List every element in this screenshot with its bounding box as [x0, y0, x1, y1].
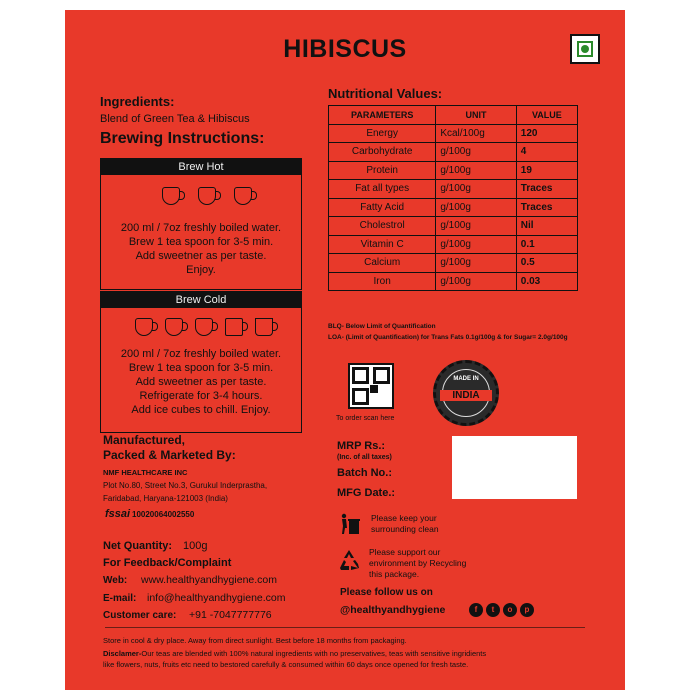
feedback-heading: For Feedback/Complaint	[103, 557, 232, 569]
clean-line: Please keep your	[371, 513, 437, 523]
unit-cell: g/100g	[436, 254, 516, 273]
disclaimer-label: Disclamer-	[103, 649, 142, 658]
disclaimer-text: Our teas are blended with 100% natural ingredients with no preservatives, teas with sensitive ingridients	[141, 649, 487, 658]
recycle-line: environment by Recycling	[369, 558, 467, 568]
company-name: NMF HEALTHCARE INC	[103, 468, 188, 477]
unit-cell: g/100g	[436, 198, 516, 217]
glass-icon	[255, 318, 273, 336]
brew-hot-box	[100, 158, 302, 290]
brew-cold-box	[100, 291, 302, 433]
qr-caption: To order scan here	[336, 415, 395, 422]
brew-hot-label: Brew Hot	[101, 159, 301, 175]
email-link[interactable]: info@healthyandhygiene.com	[147, 592, 286, 604]
brew-hot-line: Add sweetner as per taste.	[135, 250, 267, 262]
param-cell: Carbohydrate	[329, 143, 436, 162]
tea-cup-icon	[198, 187, 216, 205]
seal-top-text: MADE IN	[453, 376, 479, 382]
social-handle[interactable]: @healthyandhygiene	[340, 604, 446, 616]
clean-line: surrounding clean	[371, 524, 439, 534]
value-cell: 0.5	[516, 254, 577, 273]
value-cell: Nil	[516, 217, 577, 236]
value-cell: Traces	[516, 180, 577, 199]
value-cell: 19	[516, 161, 577, 180]
customer-care-phone[interactable]: +91 -7047777776	[189, 609, 272, 621]
made-in-india-seal	[433, 360, 499, 426]
mrp-sub: (Inc. of all taxes)	[337, 454, 392, 461]
fssai-number: 10020064002550	[132, 510, 195, 519]
value-cell: 0.03	[516, 272, 577, 291]
seal-main-text: INDIA	[440, 390, 492, 401]
product-label-panel	[65, 10, 625, 690]
nutrition-note-blq: BLQ- Below Limit of Quantification	[328, 323, 436, 330]
unit-cell: g/100g	[436, 143, 516, 162]
tea-cup-icon	[195, 318, 213, 336]
product-title: HIBISCUS	[283, 35, 407, 63]
brewing-heading: Brewing Instructions:	[100, 130, 265, 147]
table-row	[329, 254, 578, 273]
param-cell: Calcium	[329, 254, 436, 273]
param-cell: Iron	[329, 272, 436, 291]
nutrition-table	[328, 105, 578, 291]
batch-label: Batch No.:	[337, 467, 392, 479]
disclaimer-line	[103, 649, 603, 658]
brew-cold-label: Brew Cold	[101, 292, 301, 308]
param-cell: Cholestrol	[329, 217, 436, 236]
table-row	[329, 198, 578, 217]
brew-hot-line: 200 ml / 7oz freshly boiled water.	[120, 222, 282, 234]
follow-label: Please follow us on	[340, 587, 433, 598]
email-label: E-mail:	[103, 593, 137, 604]
table-row	[329, 180, 578, 199]
value-cell: Traces	[516, 198, 577, 217]
manufactured-heading: Manufactured,	[103, 433, 186, 447]
unit-cell: g/100g	[436, 235, 516, 254]
customer-care-label: Customer care:	[103, 610, 177, 621]
table-row	[329, 217, 578, 236]
instagram-icon[interactable]: o	[503, 603, 517, 617]
tea-cup-icon	[234, 187, 252, 205]
recycle-icon	[337, 548, 361, 572]
mrp-label: MRP Rs.:	[337, 440, 386, 452]
tea-cup-icon	[165, 318, 183, 336]
recycle-line: this package.	[369, 569, 420, 579]
veg-mark-icon	[570, 34, 600, 64]
web-link[interactable]: www.healthyandhygiene.com	[141, 574, 277, 586]
web-label: Web:	[103, 575, 128, 586]
value-cell: 4	[516, 143, 577, 162]
param-cell: Vitamin C	[329, 235, 436, 254]
nutrition-note-loa: LOA- (Limit of Quantification) for Trans Fats 0.1g/100g & for Sugar= 2.0g/100g	[328, 334, 568, 341]
price-batch-sticker-area	[452, 436, 577, 499]
param-cell: Fat all types	[329, 180, 436, 199]
nutrition-heading: Nutritional Values:	[328, 86, 443, 101]
unit-cell: g/100g	[436, 180, 516, 199]
fssai-logo: fssai	[105, 508, 131, 520]
tea-cup-icon	[162, 187, 180, 205]
unit-cell: g/100g	[436, 217, 516, 236]
net-quantity-value: 100g	[183, 540, 208, 552]
ingredients-heading: Ingredients:	[100, 94, 175, 109]
table-row	[329, 143, 578, 162]
marketed-heading: Packed & Marketed By:	[103, 448, 236, 462]
param-cell: Energy	[329, 124, 436, 143]
table-row	[329, 272, 578, 291]
unit-cell: g/100g	[436, 272, 516, 291]
param-cell: Protein	[329, 161, 436, 180]
net-quantity-label: Net Quantity:	[103, 540, 173, 552]
brew-cold-line: Add ice cubes to chill. Enjoy.	[131, 404, 271, 416]
tea-cup-icon	[135, 318, 153, 336]
address-line: Plot No.80, Street No.3, Gurukul Inderprastha,	[103, 481, 268, 490]
recycle-line: Please support our	[369, 547, 441, 557]
table-row	[329, 235, 578, 254]
twitter-icon[interactable]: t	[486, 603, 500, 617]
brew-hot-line: Enjoy.	[186, 264, 216, 276]
unit-cell: g/100g	[436, 161, 516, 180]
table-header-row	[329, 106, 578, 125]
brew-cold-line: 200 ml / 7oz freshly boiled water.	[120, 348, 282, 360]
table-row	[329, 124, 578, 143]
param-cell: Fatty Acid	[329, 198, 436, 217]
table-row	[329, 161, 578, 180]
facebook-icon[interactable]: f	[469, 603, 483, 617]
unit-cell: Kcal/100g	[436, 124, 516, 143]
disclaimer-text: like flowers, nuts, fruits etc need to bestored carefully & consumed within 60 days once opened for fresh taste.	[103, 660, 469, 669]
qr-code-icon[interactable]	[348, 363, 394, 409]
divider	[105, 627, 585, 628]
column-header: VALUE	[516, 106, 577, 125]
value-cell: 0.1	[516, 235, 577, 254]
brew-cold-line: Add sweetner as per taste.	[135, 376, 267, 388]
cold-cup-icons	[119, 318, 289, 341]
mfg-date-label: MFG Date.:	[337, 487, 396, 499]
hot-cup-icons	[147, 187, 267, 210]
brew-cold-line: Refrigerate for 3-4 hours.	[139, 390, 263, 402]
ingredients-text: Blend of Green Tea & Hibiscus	[100, 113, 250, 125]
pinterest-icon[interactable]: p	[520, 603, 534, 617]
storage-instructions: Store in cool & dry place. Away from direct sunlight. Best before 18 months from packaging.	[103, 636, 407, 645]
brew-hot-line: Brew 1 tea spoon for 3-5 min.	[128, 236, 274, 248]
column-header: UNIT	[436, 106, 516, 125]
column-header: PARAMETERS	[329, 106, 436, 125]
address-line: Faridabad, Haryana-121003 (India)	[103, 494, 228, 503]
fridge-icon	[225, 318, 243, 336]
value-cell: 120	[516, 124, 577, 143]
brew-cold-line: Brew 1 tea spoon for 3-5 min.	[128, 362, 274, 374]
trash-bin-icon	[337, 512, 361, 536]
